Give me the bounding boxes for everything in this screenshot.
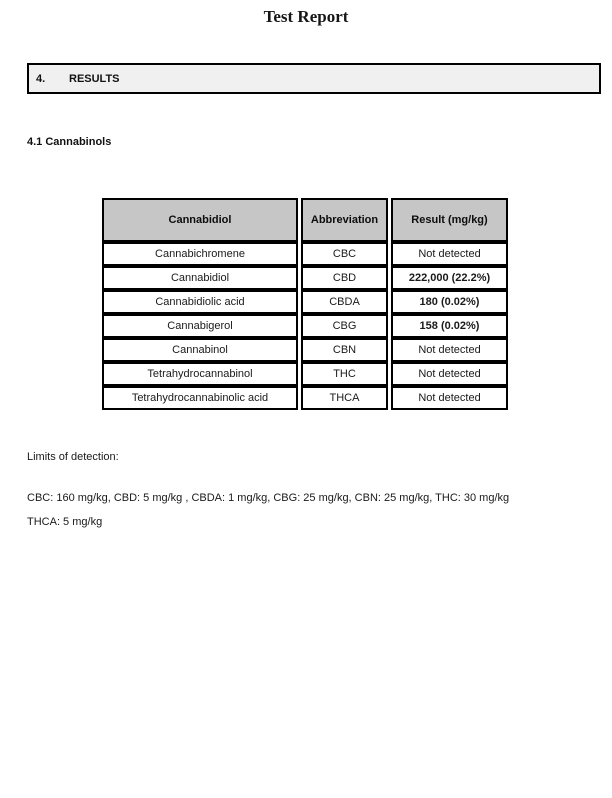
result-cell: Not detected [391,338,508,362]
table-row [102,290,508,314]
result-cell: Not detected [391,242,508,266]
limits-of-detection-text [27,486,582,534]
table-row [102,314,508,338]
abbreviation-cell: CBD [301,266,388,290]
abbreviation-cell: CBDA [301,290,388,314]
compound-name-cell: Cannabidiol [102,266,298,290]
compound-name-cell: Cannabichromene [102,242,298,266]
document-title: Test Report [263,7,349,26]
table-row [102,338,508,362]
table-header-row [102,198,508,242]
abbreviation-cell: THCA [301,386,388,410]
limits-line-2: THCA: 5 mg/kg [27,516,103,528]
limits-line-1: CBC: 160 mg/kg, CBD: 5 mg/kg , CBDA: 1 mg/kg, CBG: 25 mg/kg, CBN: 25 mg/kg, THC: 30 mg/kg [27,492,510,504]
abbreviation-cell: CBN [301,338,388,362]
section-heading-label: RESULTS [69,72,120,85]
compound-name-cell: Tetrahydrocannabinol [102,362,298,386]
abbreviation-cell: CBC [301,242,388,266]
result-cell: 158 (0.02%) [391,314,508,338]
section-heading-results [27,63,601,94]
header-result: Result (mg/kg) [391,198,508,242]
limits-of-detection-label: Limits of detection: [27,451,119,463]
header-cannabidiol: Cannabidiol [102,198,298,242]
compound-name-cell: Cannabigerol [102,314,298,338]
section-number: 4. [36,72,46,85]
result-cell: Not detected [391,362,508,386]
cannabinoid-results-table [99,198,511,410]
table-row [102,266,508,290]
subsection-heading-cannabinols: 4.1 Cannabinols [27,136,112,148]
abbreviation-cell: THC [301,362,388,386]
table-row [102,242,508,266]
abbreviation-cell: CBG [301,314,388,338]
compound-name-cell: Cannabinol [102,338,298,362]
table-row [102,362,508,386]
result-cell: 180 (0.02%) [391,290,508,314]
result-cell: Not detected [391,386,508,410]
compound-name-cell: Cannabidiolic acid [102,290,298,314]
result-cell: 222,000 (22.2%) [391,266,508,290]
compound-name-cell: Tetrahydrocannabinolic acid [102,386,298,410]
header-abbreviation: Abbreviation [301,198,388,242]
table-row [102,386,508,410]
